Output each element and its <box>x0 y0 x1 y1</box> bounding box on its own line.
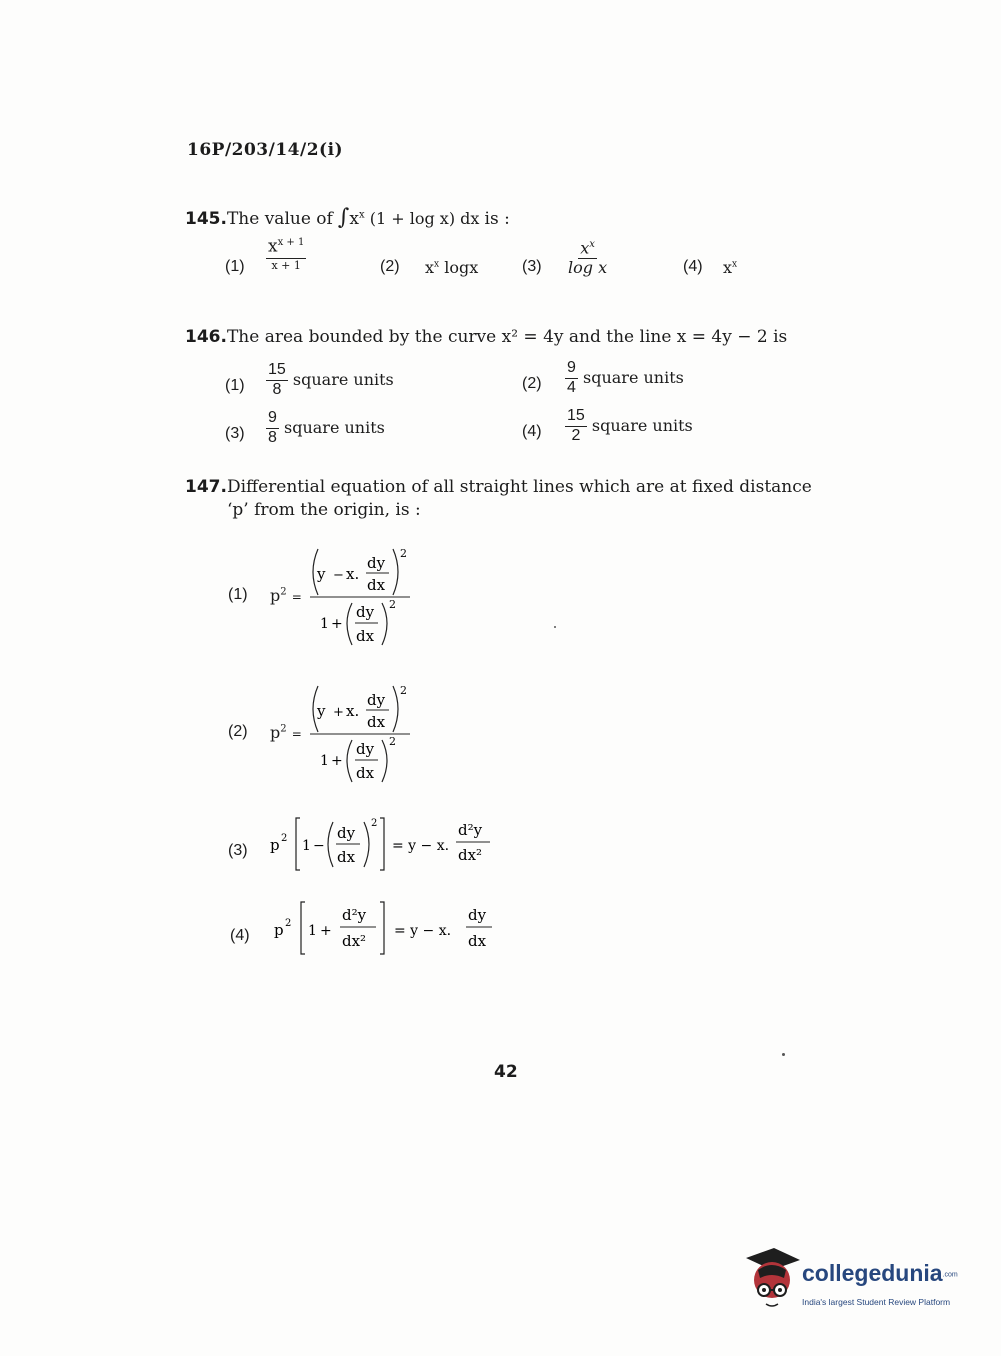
brand-tagline: India's largest Student Review Platform <box>802 1297 951 1307</box>
q146-option-2-label: (2) <box>522 375 542 392</box>
question-number: 145. <box>185 209 227 229</box>
svg-text:dx: dx <box>356 627 375 645</box>
svg-text:+: + <box>333 705 344 720</box>
svg-text:= y − x.: = y − x. <box>392 838 450 854</box>
svg-text:dy: dy <box>367 554 386 572</box>
integrand: $x^x$ <box>349 209 365 229</box>
q147-option-3-label: (3) <box>228 842 248 859</box>
svg-text:dx: dx <box>337 848 356 866</box>
svg-text:2: 2 <box>389 735 396 748</box>
svg-text:2: 2 <box>371 818 378 829</box>
svg-text:y: y <box>317 702 326 720</box>
svg-text:−: − <box>313 838 325 854</box>
svg-text:dy: dy <box>367 691 386 709</box>
svg-text:dy: dy <box>356 603 375 621</box>
brand-name: collegedunia.com <box>802 1260 958 1286</box>
q147-option-1-lhs: $p^2$ = <box>270 586 302 605</box>
svg-text:2: 2 <box>389 598 396 611</box>
q147-option-2-label: (2) <box>228 723 248 740</box>
q146-option-1: $\frac{15}{8}$ square units <box>268 361 394 398</box>
q147-option-4-label: (4) <box>230 927 250 944</box>
svg-text:dx²: dx² <box>342 932 367 950</box>
svg-text:dy: dy <box>468 906 487 924</box>
scan-speck <box>554 626 556 628</box>
svg-text:y: y <box>317 565 326 583</box>
svg-text:dx: dx <box>367 576 386 594</box>
page-number: 42 <box>494 1062 518 1082</box>
brand-domain: .com <box>942 1271 958 1279</box>
svg-text:d²y: d²y <box>458 821 483 839</box>
integrand-rest: (1 + log x) dx <box>369 209 480 228</box>
question-text: The area bounded by the curve x² = 4y and the line x = 4y − 2 is <box>226 327 788 347</box>
q146-option-4-label: (4) <box>522 423 542 440</box>
svg-text:1: 1 <box>302 838 311 854</box>
q146-option-3: $\frac{9}{8}$ square units <box>268 409 385 446</box>
svg-text:+: + <box>331 753 343 769</box>
svg-text:p: p <box>270 836 280 854</box>
scan-speck <box>782 1053 785 1056</box>
question-text: The value of <box>226 209 333 229</box>
question-number: 146. <box>185 327 227 347</box>
integral-sign: ∫ <box>337 205 350 230</box>
svg-text:2: 2 <box>285 918 292 929</box>
q146-option-4: $\frac{15}{2}$ square units <box>567 407 693 444</box>
q145-option-1: $\frac{x^{x + 1}}{x + 1}$ <box>268 236 305 272</box>
question-text-line-2: ‘p’ from the origin, is : <box>227 500 421 520</box>
q145-option-3-label: (3) <box>522 258 542 275</box>
svg-text:1: 1 <box>308 923 317 939</box>
svg-text:dx: dx <box>356 764 375 782</box>
q147-option-2-lhs: $p^2$ = <box>270 723 302 742</box>
q147-option-4-formula <box>272 896 502 960</box>
svg-text:2: 2 <box>400 547 407 560</box>
question-number: 147. <box>185 477 227 497</box>
svg-text:= y − x.: = y − x. <box>394 923 452 939</box>
q145-option-4-label: (4) <box>683 258 703 275</box>
svg-text:2: 2 <box>400 684 407 697</box>
question-text-line-1: Differential equation of all straight lines which are at fixed distance <box>226 477 812 497</box>
paper-code: 16P/203/14/2(i) <box>187 140 344 160</box>
svg-text:x.: x. <box>346 565 360 583</box>
q146-option-1-label: (1) <box>225 377 245 394</box>
q147-option-1-formula <box>300 545 420 655</box>
svg-text:+: + <box>331 616 343 632</box>
svg-text:dx²: dx² <box>458 846 483 864</box>
svg-text:1: 1 <box>320 616 329 632</box>
svg-text:dy: dy <box>356 740 375 758</box>
svg-text:2: 2 <box>281 833 288 844</box>
question-147 <box>185 477 812 497</box>
svg-text:x.: x. <box>346 702 360 720</box>
q147-option-3-formula <box>268 812 508 876</box>
q147-option-2-formula <box>300 682 420 792</box>
question-text-end: is : <box>484 209 510 229</box>
q146-option-2: $\frac{9}{4}$ square units <box>567 359 684 396</box>
svg-text:dx: dx <box>367 713 386 731</box>
svg-text:p: p <box>274 921 284 939</box>
q145-option-1-label: (1) <box>225 258 245 275</box>
q146-option-3-label: (3) <box>225 425 245 442</box>
q145-option-2: $x^x$ logx <box>425 258 479 277</box>
q145-option-4: $x^x$ <box>723 258 738 277</box>
svg-text:−: − <box>333 568 344 583</box>
svg-text:dy: dy <box>337 824 356 842</box>
q147-option-1-label: (1) <box>228 586 248 603</box>
svg-text:1: 1 <box>320 753 329 769</box>
q145-option-2-label: (2) <box>380 258 400 275</box>
svg-text:d²y: d²y <box>342 906 367 924</box>
svg-text:+: + <box>320 923 332 939</box>
question-146 <box>185 327 787 347</box>
question-145 <box>185 205 510 230</box>
svg-text:dx: dx <box>468 932 487 950</box>
collegedunia-mascot-logo <box>744 1248 802 1318</box>
q145-option-3: $\frac{x^x}{\text{log x}}$ <box>568 238 608 278</box>
